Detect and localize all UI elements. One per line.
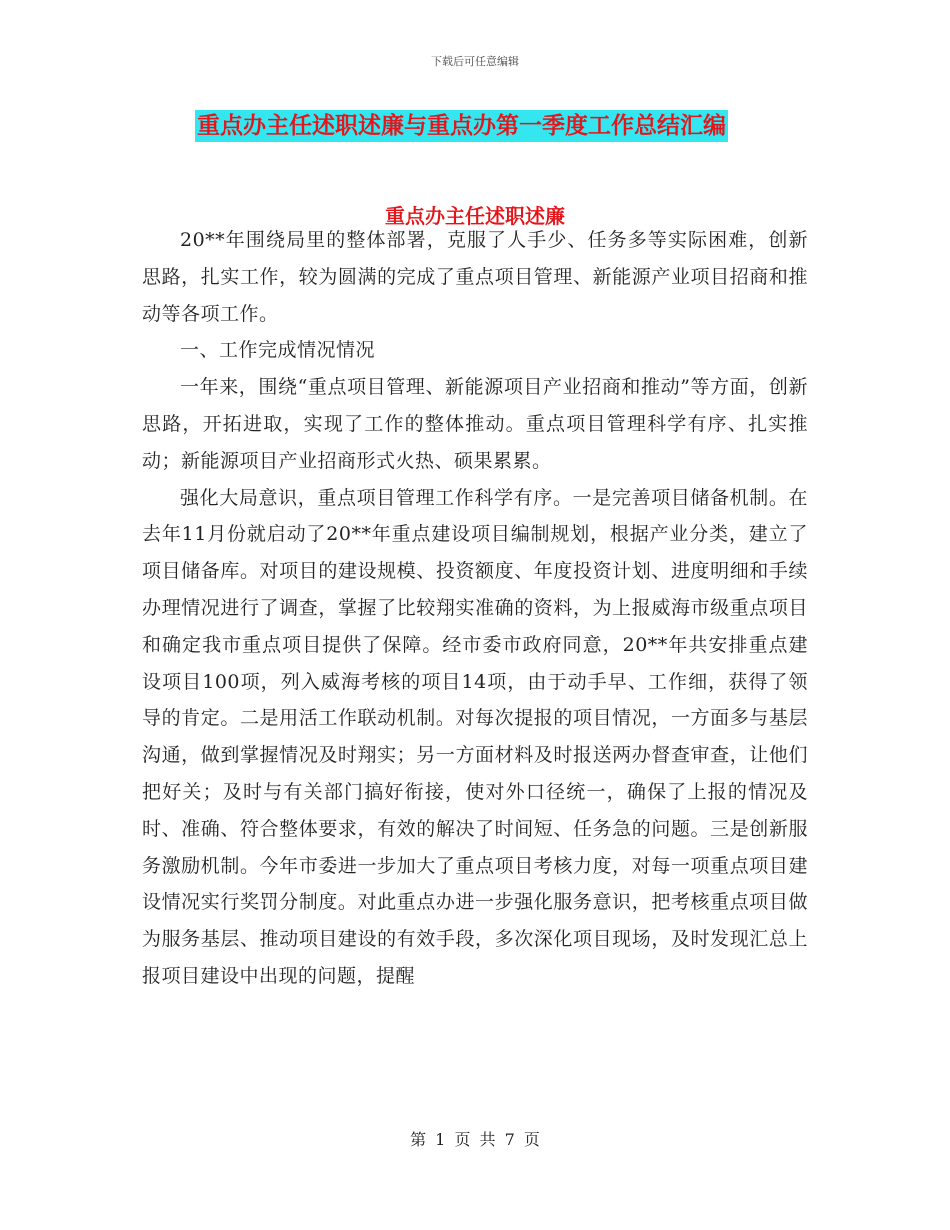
paragraph-intro: 20**年围绕局里的整体部署，克服了人手少、任务多等实际困难，创新思路，扎实工作，较为圆满的完成了重点项目管理、新能源产业项目招商和推动等各项工作。 [142, 229, 808, 325]
section-title: 重点办主任述职述廉 [385, 204, 565, 228]
paragraph-project-management: 强化大局意识，重点项目管理工作科学有序。一是完善项目储备机制。在去年11月份就启动了20**年重点建设项目编制规划，根据产业分类，建立了项目储备库。对项目的建设规模、投资额度、年度投资计划、进度明细和手续办理情况进行了调查，掌握了比较翔实准确的资料，为上报威海市级重点项目和确定我市重点项目提供了保障。经市委市政府同意，20**年共安排重点建设项目100项，列入威海考核的项目14项，由于动手早、工作细，获得了领导的肯定。二是用活工作联动机制。对每次提报的项目情况，一方面多与基层沟通，做到掌握情况及时翔实；另一方面材料及时报送两办督查审查，让他们把好关；及时与有关部门搞好衔接，使对外口径统一，确保了上报的情况及时、准确、符合整体要求，有效的解决了时间短、任务急的问题。三是创新服务激励机制。今年市委进一步加大了重点项目考核力度，对每一项重点项目建设情况实行奖罚分制度。对此重点办进一步强化服务意识，把考核重点项目做为服务基层、推动项目建设的有效手段，多次深化项目现场，及时发现汇总上报项目建设中出现的问题，提醒 [142, 486, 808, 987]
paragraph-overview: 一年来，围绕“重点项目管理、新能源项目产业招商和推动”等方面，创新思路，开拓进取，实现了工作的整体推动。重点项目管理科学有序、扎实推动；新能源项目产业招商形式火热、硕果累累。 [142, 376, 808, 472]
page-footer: 第 1 页 共 7 页 [410, 1130, 540, 1149]
paragraph-heading-1: 一、工作完成情况情况 [180, 339, 376, 362]
header-note: 下载后可任意编辑 [431, 55, 519, 68]
document-title: 重点办主任述职述廉与重点办第一季度工作总结汇编 [195, 110, 728, 142]
document-body [142, 222, 808, 995]
